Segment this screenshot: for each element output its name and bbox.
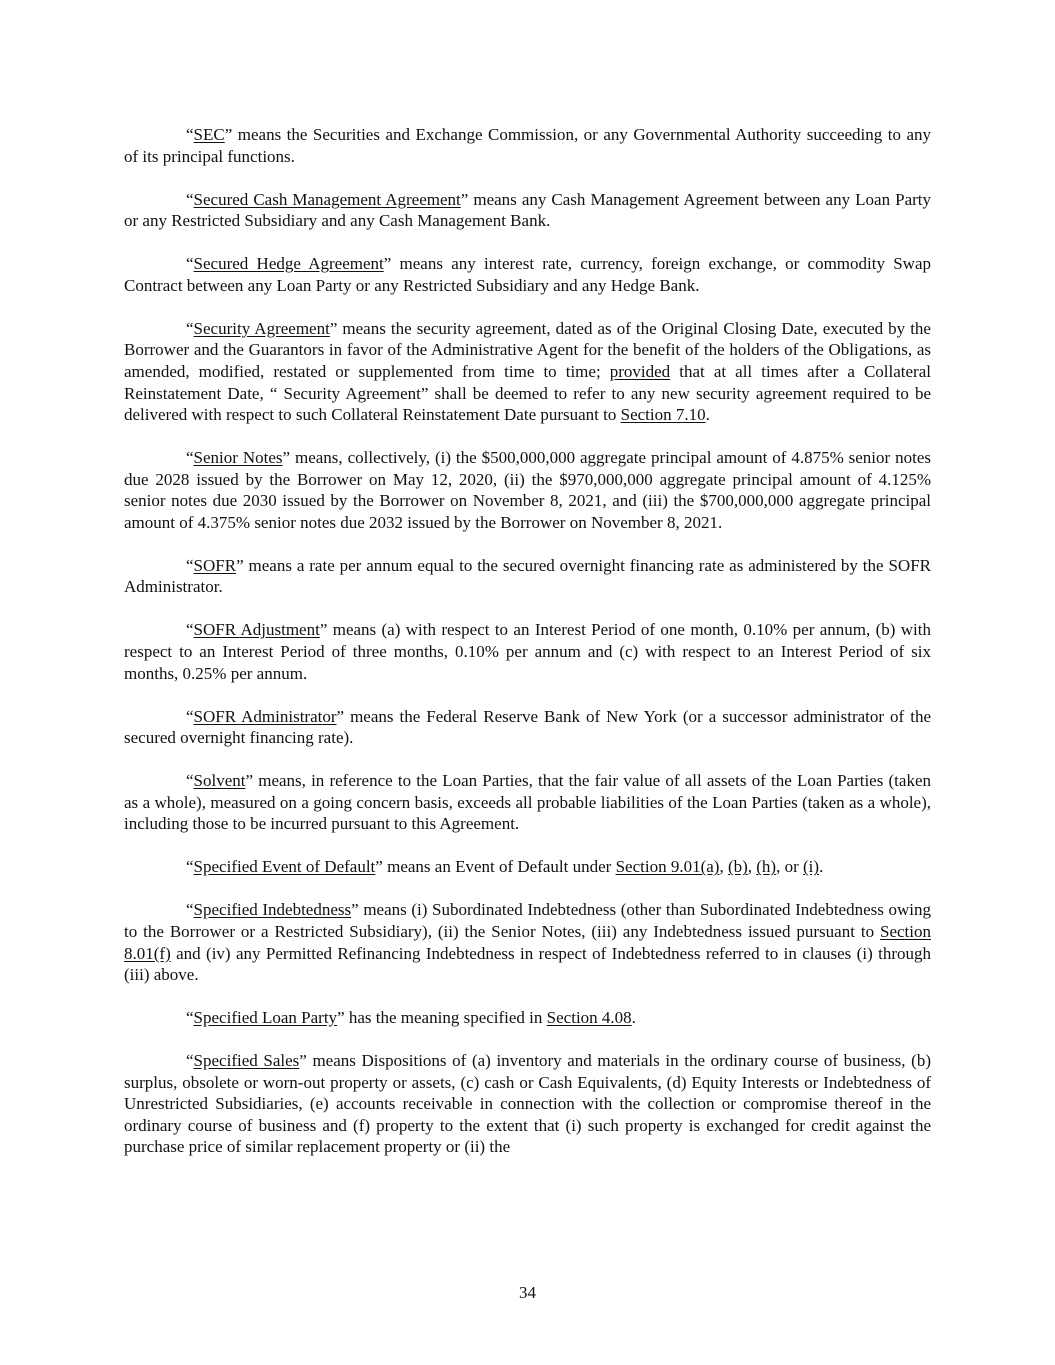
definition-text: ” means any Cash Management Agreement between any Loan Party or any Restricted Subsidiary and any Cash Management Bank. xyxy=(124,189,932,231)
defined-term: Security Agreement xyxy=(193,318,330,338)
definition-text: , or xyxy=(776,857,804,877)
definition-senior-notes xyxy=(124,447,931,533)
defined-term: Senior Notes xyxy=(193,448,283,468)
defined-term: Specified Event of Default xyxy=(193,857,376,877)
definition-text: ” means (a) with respect to an Interest Period of one month, 0.10% per annum, (b) with respect to an Interest Period of three months, 0.10% per annum and (c) with respect to an Interest Period of six months, 0.25% per annum. xyxy=(124,620,931,683)
page-number: 34 xyxy=(519,1283,536,1302)
definition-text: “ xyxy=(186,318,194,338)
definition-text: ” has the meaning specified in xyxy=(337,1008,547,1028)
cross-reference: Section 7.10 xyxy=(620,405,706,425)
definition-text: and (iv) any Permitted Refinancing Indebtedness in respect of Indebtedness referred to in clauses (i) through (iii) above. xyxy=(124,943,931,985)
definition-text: “ xyxy=(186,448,194,468)
definition-text: ” means, in reference to the Loan Parties, that the fair value of all assets of the Loan Parties (taken as a whole), measured on a going concern basis, exceeds all probable liabilities of the Loan Parties (taken as a whole), including those to be incurred pursuant to this Agreement. xyxy=(124,771,931,834)
definition-text: ” means a rate per annum equal to the secured overnight financing rate as administered by the SOFR Administrator. xyxy=(124,555,931,597)
definition-text: . xyxy=(631,1008,636,1028)
document-page xyxy=(124,124,931,1179)
definition-text: ” means an Event of Default under xyxy=(375,857,616,877)
definition-specified-event-of-default xyxy=(124,856,931,878)
definition-text: , xyxy=(747,857,757,877)
definition-sec xyxy=(124,124,931,167)
definition-sofr xyxy=(124,555,931,598)
definition-text: “ xyxy=(186,706,194,726)
definition-text: “ xyxy=(186,900,194,920)
cross-reference: (b) xyxy=(727,857,748,877)
definition-text: “ xyxy=(186,254,194,274)
definition-text: . xyxy=(819,857,824,877)
cross-reference: Section 4.08 xyxy=(546,1008,632,1028)
definition-text: “ xyxy=(186,620,194,640)
defined-term: SOFR Adjustment xyxy=(193,620,320,640)
definition-solvent xyxy=(124,770,931,835)
cross-reference: provided xyxy=(609,361,671,381)
defined-term: Secured Hedge Agreement xyxy=(193,254,384,274)
definition-text: . xyxy=(705,405,710,425)
defined-term: Specified Indebtedness xyxy=(193,900,352,920)
definition-text: “ xyxy=(186,125,194,144)
definition-text: “ xyxy=(186,555,194,575)
definition-secured-hedge-agreement xyxy=(124,253,931,296)
definition-sofr-administrator xyxy=(124,706,931,749)
definition-security-agreement xyxy=(124,318,931,426)
defined-term: Solvent xyxy=(193,771,246,791)
definition-text: “ xyxy=(186,1051,194,1071)
cross-reference: (i) xyxy=(803,857,820,877)
definition-specified-loan-party xyxy=(124,1007,931,1029)
definition-text: ” means the security agreement, dated as of the Original Closing Date, executed by the Borrower and the Guarantors in favor of the Administrative Agent for the benefit of the holders of the Obligations, as amended, modified, restated or supplemented from time to time; xyxy=(124,318,931,381)
definition-text: ” means (i) Subordinated Indebtedness (other than Subordinated Indebtedness owing to the Borrower or a Restricted Subsidiary), (ii) the Senior Notes, (iii) any Indebtedness issued pursuant to xyxy=(124,900,931,941)
defined-term: Secured Cash Management Agreement xyxy=(193,189,461,209)
definition-text: , xyxy=(719,857,728,877)
definition-sofr-adjustment xyxy=(124,619,931,684)
defined-term: SOFR Administrator xyxy=(193,706,337,726)
definition-text: ” means the Federal Reserve Bank of New York (or a successor administrator of the secured overnight financing rate). xyxy=(124,706,931,748)
definition-text: ” means Dispositions of (a) inventory and materials in the ordinary course of business, (b) surplus, obsolete or worn-out property or assets, (c) cash or Cash Equivalents, (d) Equity Interests or Indebtedness of Unrestricted Subsidiaries, (e) accounts receivable in connection with the collection or compromise thereof in the ordinary course of business and (f) property to the extent that (i) such property is exchanged for credit against the purchase price of similar replacement property or (ii) the xyxy=(124,1051,931,1157)
definition-text: “ xyxy=(186,189,194,209)
definition-text: “ xyxy=(186,771,194,791)
definition-text: “ xyxy=(186,1008,194,1028)
definition-text: ” means, collectively, (i) the $500,000,000 aggregate principal amount of 4.875% senior notes due 2028 issued by the Borrower on May 12, 2020, (ii) the $970,000,000 aggregate principal amount of 4.125% senior notes due 2030 issued by the Borrower on November 8, 2021, and (iii) the $700,000,000 aggregate principal amount of 4.375% senior notes due 2032 issued by the Borrower on November 8, 2021. xyxy=(124,448,931,532)
defined-term: Specified Sales xyxy=(193,1051,300,1071)
cross-reference: Section 9.01(a) xyxy=(615,857,720,877)
definition-secured-cash-management-agreement xyxy=(124,189,931,232)
defined-term: SOFR xyxy=(193,555,237,575)
definition-text: “ xyxy=(186,857,194,877)
definition-specified-indebtedness xyxy=(124,899,931,985)
definition-text: that at all times after a Collateral Reinstatement Date, “ Security Agreement” shall be deemed to refer to any new security agreement required to be delivered with respect to such Collateral Reinstatement Date pursuant to xyxy=(124,361,931,425)
definition-text: ” means the Securities and Exchange Commission, or any Governmental Authority succeeding to any of its principal functions. xyxy=(124,125,931,166)
defined-term: SEC xyxy=(193,125,225,144)
definition-specified-sales xyxy=(124,1050,931,1158)
definition-text: ” means any interest rate, currency, foreign exchange, or commodity Swap Contract between any Loan Party or any Restricted Subsidiary and any Hedge Bank. xyxy=(124,254,931,295)
cross-reference: Section 8.01(f) xyxy=(124,921,931,963)
cross-reference: (h) xyxy=(756,857,777,877)
defined-term: Specified Loan Party xyxy=(193,1008,338,1028)
